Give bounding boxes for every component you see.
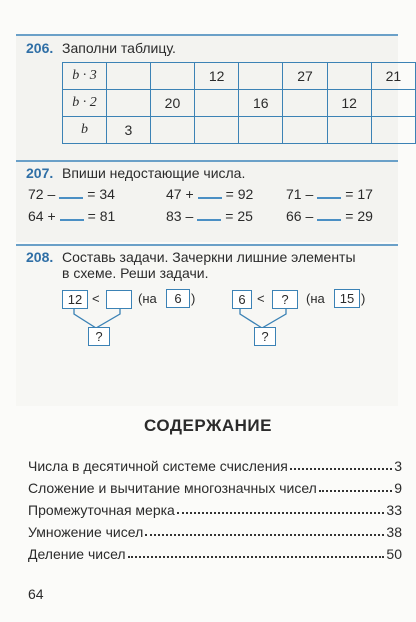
toc-item-title: Деление чисел (28, 546, 126, 562)
toc-leader-dots (290, 458, 392, 470)
table-row (63, 63, 416, 90)
toc-item[interactable] (28, 480, 402, 496)
scheme1-close-paren: ) (191, 291, 196, 306)
toc-item-page: 3 (394, 458, 402, 474)
equation (286, 208, 373, 224)
equation-right: = 17 (345, 186, 373, 202)
row-label: b · 2 (63, 90, 107, 117)
table-cell (150, 63, 194, 90)
table-cell (195, 117, 239, 144)
toc-heading: СОДЕРЖАНИЕ (144, 416, 272, 435)
table-cell: 21 (371, 63, 415, 90)
table-cell: 3 (106, 117, 150, 144)
exercise-208-text-line2: в схеме. Реши задачи. (62, 265, 209, 281)
scheme1-question-box[interactable]: ? (88, 327, 110, 346)
scheme1-empty-box[interactable] (106, 290, 132, 309)
scheme2-less-sign: < (257, 291, 265, 306)
table-cell: 12 (195, 63, 239, 90)
table-cell (239, 63, 283, 90)
equation-right: = 25 (225, 208, 253, 224)
equation (28, 186, 115, 202)
scheme1-diff-box: 6 (166, 289, 190, 308)
multiplication-table (62, 62, 416, 144)
toc-item-page: 9 (394, 480, 402, 496)
table-cell (283, 90, 327, 117)
table-cell (195, 90, 239, 117)
equation-right: = 29 (345, 208, 373, 224)
table-cell (327, 63, 371, 90)
equation-left: 72 – (28, 186, 56, 202)
toc-item-page: 38 (386, 524, 402, 540)
exercise-207-text: Впиши недостающие числа. (62, 165, 246, 181)
toc-item[interactable] (28, 458, 402, 474)
answer-blank[interactable] (59, 187, 83, 199)
row-label: b · 3 (63, 63, 107, 90)
page-number: 64 (28, 586, 44, 602)
table-cell (239, 117, 283, 144)
toc-item-title: Числа в десятичной системе счисления (28, 458, 288, 474)
answer-blank[interactable] (317, 187, 341, 199)
table-row (63, 117, 416, 144)
scheme1-na-label: (на (138, 291, 157, 306)
table-cell (371, 90, 415, 117)
table-cell (371, 117, 415, 144)
scheme2-close-paren: ) (361, 291, 366, 306)
table-cell: 12 (327, 90, 371, 117)
table-cell (327, 117, 371, 144)
toc-leader-dots (145, 524, 384, 536)
equation (28, 208, 115, 224)
scheme2-diff-box: 15 (334, 289, 360, 308)
equation (166, 208, 253, 224)
exercise-206-text: Заполни таблицу. (62, 40, 176, 56)
answer-blank[interactable] (317, 209, 341, 221)
row-label: b (63, 117, 107, 144)
toc-item-title: Умножение чисел (28, 524, 144, 540)
toc-leader-dots (319, 480, 392, 492)
equation-right: = 92 (225, 186, 254, 202)
table-row (63, 90, 416, 117)
table-cell: 20 (150, 90, 194, 117)
equation-left: 83 – (166, 208, 194, 224)
scheme1-less-sign: < (92, 291, 100, 306)
equation-left: 47 + (166, 186, 194, 202)
toc-item-page: 33 (386, 502, 402, 518)
toc-item-title: Промежуточная мерка (28, 502, 175, 518)
toc-item[interactable] (28, 502, 402, 518)
exercise-206-number: 206. (26, 40, 54, 56)
exercise-208-number: 208. (26, 249, 54, 265)
equation-left: 71 – (286, 186, 314, 202)
toc-item[interactable] (28, 546, 402, 562)
toc-leader-dots (128, 546, 385, 558)
answer-blank[interactable] (198, 187, 222, 199)
answer-blank[interactable] (60, 209, 84, 221)
exercise-208-text-line1: Составь задачи. Зачеркни лишние элементы (62, 249, 356, 265)
toc-item[interactable] (28, 524, 402, 540)
table-cell (106, 63, 150, 90)
table-cell (150, 117, 194, 144)
answer-blank[interactable] (197, 209, 221, 221)
scheme2-question-box-top[interactable]: ? (272, 290, 298, 309)
table-cell: 27 (283, 63, 327, 90)
toc-item-title: Сложение и вычитание многозначных чисел (28, 480, 317, 496)
scheme2-number-box: 6 (232, 290, 252, 309)
toc-item-page: 50 (386, 546, 402, 562)
equation (286, 186, 373, 202)
toc-leader-dots (177, 502, 385, 514)
exercise-207-number: 207. (26, 165, 54, 181)
table-cell (106, 90, 150, 117)
table-cell: 16 (239, 90, 283, 117)
equation-left: 66 – (286, 208, 314, 224)
scheme1-number-box: 12 (62, 290, 88, 309)
equation-right: = 34 (87, 186, 115, 202)
scheme2-na-label: (на (306, 291, 325, 306)
equation-right: = 81 (87, 208, 116, 224)
equation-left: 64 + (28, 208, 56, 224)
scheme2-question-box[interactable]: ? (254, 327, 276, 346)
table-cell (283, 117, 327, 144)
equation (166, 186, 253, 202)
